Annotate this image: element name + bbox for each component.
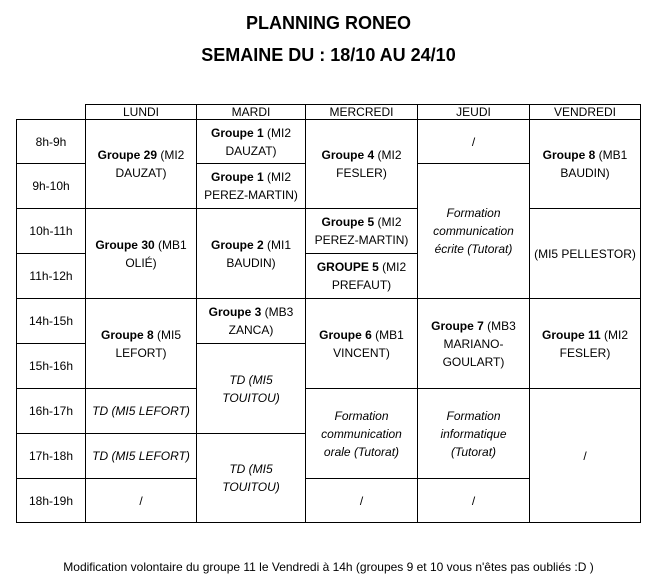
time-slot: 18h-19h (17, 479, 86, 523)
time-slot: 17h-18h (17, 434, 86, 479)
course-info: (MI2 DAUZAT) (115, 148, 185, 180)
day-header-lundi: LUNDI (86, 105, 197, 120)
course-info: (MI5 LEFORT) (115, 327, 182, 360)
group-label: Groupe 5 (321, 215, 375, 229)
corner-cell (17, 105, 86, 120)
day-header-vendredi: VENDREDI (530, 105, 641, 120)
page-title: PLANNING RONEO (245, 13, 411, 33)
schedule-cell (306, 120, 418, 209)
schedule-cell: / (418, 479, 530, 523)
group-label: Groupe 8 (542, 148, 596, 162)
group-label: GROUPE 5 (316, 260, 379, 274)
day-header-jeudi: JEUDI (418, 105, 530, 120)
time-slot: 16h-17h (17, 389, 86, 434)
course-info: (MI1 BAUDIN) (226, 237, 292, 270)
day-header-mardi: MARDI (197, 105, 306, 120)
schedule-cell (530, 120, 641, 209)
group-label: Groupe 29 (97, 148, 157, 162)
schedule-cell (418, 299, 530, 389)
group-label: Groupe 6 (319, 327, 372, 342)
page-subtitle: SEMAINE DU : 18/10 AU 24/10 (201, 45, 456, 65)
schedule-cell (306, 209, 418, 254)
time-slot: 14h-15h (17, 299, 86, 344)
schedule-cell (86, 209, 197, 299)
schedule-cell: Formation communication orale (Tutorat) (306, 389, 418, 479)
course-info: (MI2 DAUZAT) (225, 125, 292, 158)
group-label: Groupe 7 (431, 318, 484, 333)
course-info: (MI2 PEREZ-MARTIN) (314, 215, 409, 247)
group-label: Groupe 2 (210, 237, 264, 252)
time-slot: 8h-9h (17, 120, 86, 164)
schedule-cell: TD (MI5 TOUITOU) (197, 434, 306, 523)
time-slot: 11h-12h (17, 254, 86, 299)
schedule-cell: / (418, 120, 530, 164)
schedule-cell (197, 209, 306, 299)
group-label: Groupe 8 (100, 327, 154, 342)
day-header-mercredi: MERCREDI (306, 105, 418, 120)
course-info: (MB1 VINCENT) (333, 327, 404, 360)
course-info: (MI2 FESLER) (559, 327, 629, 360)
course-info: (MB1 OLIÉ) (125, 237, 187, 270)
schedule-cell: TD (MI5 LEFORT) (86, 434, 197, 479)
group-label: Groupe 3 (208, 305, 262, 319)
course-info: (MB3 MARIANO-GOULART) (442, 318, 516, 369)
schedule-cell (306, 299, 418, 389)
schedule-cell: TD (MI5 LEFORT) (86, 389, 197, 434)
group-label: Groupe 11 (541, 327, 601, 342)
group-label: Groupe 4 (321, 148, 375, 162)
group-label: Groupe 30 (95, 237, 155, 252)
course-info: (MI2 PREFAUT) (331, 260, 407, 292)
group-label: Groupe 1 (210, 125, 264, 140)
course-info: (MI2 FESLER) (336, 148, 402, 180)
time-slot: 9h-10h (17, 164, 86, 209)
schedule-cell: Formation communication écrite (Tutorat) (418, 164, 530, 299)
schedule-cell: Formation informatique (Tutorat) (418, 389, 530, 479)
time-slot: 15h-16h (17, 344, 86, 389)
schedule-cell (197, 120, 306, 164)
schedule-cell (86, 120, 197, 209)
schedule-table (16, 104, 641, 523)
time-slot: 10h-11h (17, 209, 86, 254)
schedule-cell: / (306, 479, 418, 523)
schedule-cell (197, 164, 306, 209)
footer-note: Modification volontaire du groupe 11 le Vendredi à 14h (groupes 9 et 10 vous n'êtes pas oubliés :D ) (63, 560, 594, 574)
schedule-cell: TD (MI5 TOUITOU) (197, 344, 306, 434)
schedule-cell: (MI5 PELLESTOR) (530, 209, 641, 299)
course-info: (MB3 ZANCA) (228, 305, 294, 337)
schedule-cell (306, 254, 418, 299)
course-info: (MB1 BAUDIN) (560, 148, 628, 180)
schedule-cell (530, 299, 641, 389)
schedule-cell (197, 299, 306, 344)
schedule-cell (86, 299, 197, 389)
course-info: (MI2 PEREZ-MARTIN) (204, 170, 298, 202)
schedule-cell: / (530, 389, 641, 523)
schedule-cell: / (86, 479, 197, 523)
group-label: Groupe 1 (210, 170, 264, 184)
